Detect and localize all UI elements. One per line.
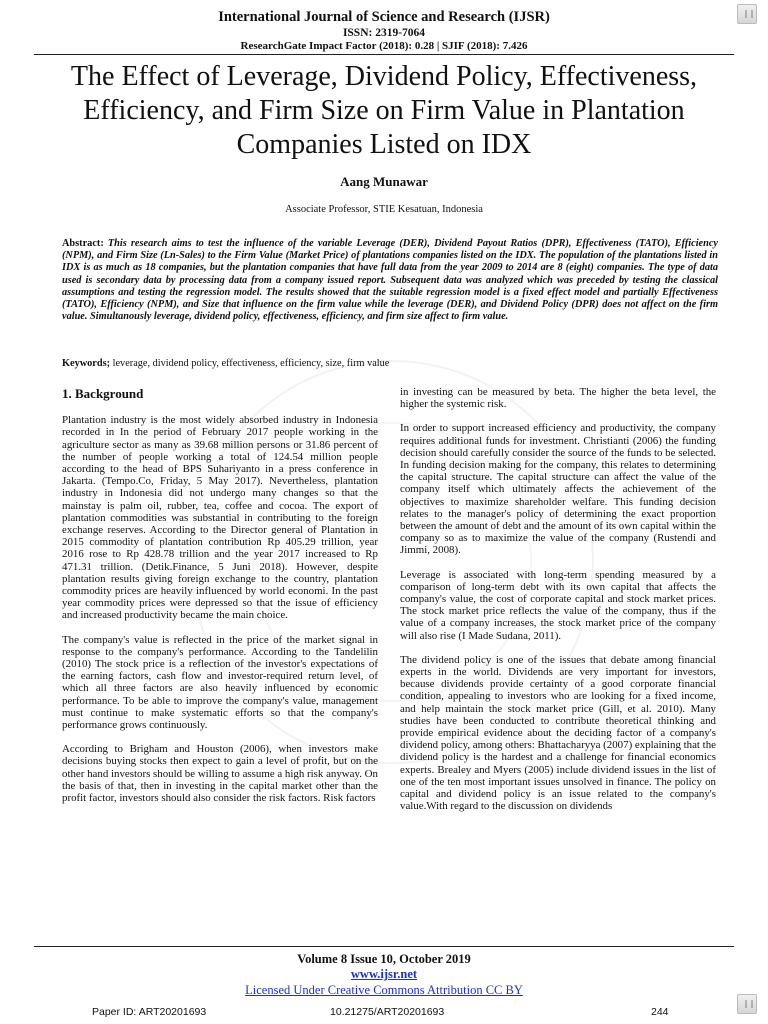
- footer-license: [0, 983, 768, 998]
- scroll-tab-icon[interactable]: [737, 994, 757, 1014]
- right-column: [400, 386, 716, 825]
- journal-impact-factor: ResearchGate Impact Factor (2018): 0.28 | SJIF (2018): 7.426: [240, 40, 528, 52]
- footer-site: [0, 967, 768, 982]
- paper-title: The Effect of Leverage, Dividend Policy, Effectiveness, Efficiency, and Firm Size on Firm Value in Plantation Companies Listed on IDX: [70, 61, 698, 160]
- page-number: 244: [651, 1006, 669, 1018]
- footer-volume: Volume 8 Issue 10, October 2019: [297, 952, 471, 966]
- header-rule: [34, 54, 734, 55]
- paragraph: The dividend policy is one of the issues that debate among financial experts in the world. Dividends are very important for investors, because dividends provide certainty of a good corporate financial condition, appealing to investors who are looking for a fixed income, and help maintain the stock market price (Gill, et al. 2010). Many studies have been conducted to contribute theoretical thinking and provide empirical evidence about the deciding factor of a company's dividend policy, among others: Bhattacharyya (2007) explaining that the dividend policy is the hardest and a challenge for financial economics experts. Brealey and Myers (2005) include dividend issues in the list of one of the ten most important issues unsolved in finance. The policy on capital and dividend policy is an issue related to the company's value.With regard to the discussion on dividends: [400, 653, 716, 813]
- section-heading: 1. Background: [62, 386, 144, 401]
- paper-id: Paper ID: ART20201693: [92, 1006, 207, 1018]
- keywords-label: Keywords;: [62, 358, 111, 369]
- abstract-text: This research aims to test the influence of the variable Leverage (DER), Dividend Payout Ratios (DPR), Effectiveness (TATO), Efficiency (NPM), and Firm Size (Ln-Sales) to the Firm Value (Market Price) of plantations companies listed on the IDX. The population of the plantations listed in IDX is as much as 18 companies, but the plantation companies that have full data from the year 2009 to 2014 are 8 (eight) companies. The type of data used is secondary data by processing data from a company issued report. Subsequent data was analyzed which was preceded by testing the classical assumptions and testing the regression model. The results showed that the suitable regression model is a fixed effect model and partially Effectiveness (TATO), Efficiency (NPM), and Size that influence on the firm value while the leverage (DER), and Dividend Policy (DPR) does not affect on the firm value. Simultanously leverage, dividend policy, effectiveness, efficiency, and firm size affect to firm value.: [62, 238, 718, 323]
- paragraph: According to Brigham and Houston (2006), when investors make decisions buying stocks then expect to gain a level of profit, but on the other hand investors should be willing to assume a high risk anyway. On the basis of that, then in investing in the capital market other than the profit factor, investors should also consider the risk factors. Risk factors: [62, 743, 378, 805]
- site-link[interactable]: www.ijsr.net: [350, 967, 418, 981]
- paragraph: Leverage is associated with long-term spending measured by a comparison of long-term debt with its own capital that affects the company's value, the cost of corporate capital and stock market prices. The stock market price reflects the value of the company, thus if the value of a company increases, the stock market price of the company will also rise (I Made Sudana, 2011).: [400, 568, 716, 642]
- paragraph: in investing can be measured by beta. The higher the beta level, the higher the systemic risk.: [400, 386, 716, 411]
- doi: 10.21275/ART20201693: [330, 1006, 445, 1018]
- paragraph: Plantation industry is the most widely absorbed industry in Indonesia recorded in In the period of February 2017 people working in the agriculture sector as many as 39.68 million persons or 31.86 percent of the number of people working a total of 124.54 million people according to the head of BPS Suhariyanto in a press conference in Jakarta. (Tempo.Co, Friday, 5 May 2017). Nevertheless, plantation industry in Indonesia did not undergo many changes so that the mainstay is palm oil, rubber, tea, coffee and cocoa. The export of plantation commodities was substantial in contributing to the foreign exchange reserves. According to the Director general of Plantation in 2015 commodity of plantation contribution Rp 405.29 trillion, year 2016 rose to Rp 428.78 trillion and the year 2017 increased to Rp 471.31 trillion. (Detik.Finance, 5 Juni 2018). However, despite plantation results giving foreign exchange to the country, plantation commodity prices are heavily influenced by world economi. In the past year commodity prices were depressed so that the issue of efficiency and increased productivity became the main choice.: [62, 414, 378, 622]
- license-link[interactable]: Licensed Under Creative Commons Attribution CC BY: [245, 983, 523, 997]
- paragraph: In order to support increased efficiency and productivity, the company requires additional funds for investment. Christianti (2006) the funding decision should carefully consider the source of the funds to be selected. In funding decision making for the company, this relates to determining the capital structure. The capital structure can affect the value of the company itself which ultimately affects the achievement of the objectives to maximize shareholder welfare. This funding decision relates to the manager's policy of determining the exact proportion between the amount of debt and the amount of its own capital within the company so as to maximize the value of the company (Rustendi and Jimmi, 2008).: [400, 422, 716, 557]
- keywords-text: leverage, dividend policy, effectiveness, efficiency, size, firm value: [112, 358, 390, 369]
- abstract-label: Abstract:: [62, 238, 104, 249]
- author-name: Aang Munawar: [340, 174, 428, 189]
- abstract: [62, 238, 718, 323]
- author-affiliation: Associate Professor, STIE Kesatuan, Indonesia: [285, 204, 483, 215]
- paragraph: The company's value is reflected in the price of the market signal in response to the company's performance. According to the Tandelilin (2010) The stock price is a reflection of the investor's expectations of the earning factors, cash flow and investor-required return level, of which all three factors are also heavily influenced by economic performance. To be able to improve the company's value, management must continue to make systematic efforts so that the company's performance grows continuously.: [62, 633, 378, 732]
- footer-rule: [34, 946, 734, 947]
- journal-name: International Journal of Science and Research (IJSR): [218, 9, 550, 25]
- left-column: [62, 386, 378, 816]
- journal-issn: ISSN: 2319-7064: [342, 27, 426, 39]
